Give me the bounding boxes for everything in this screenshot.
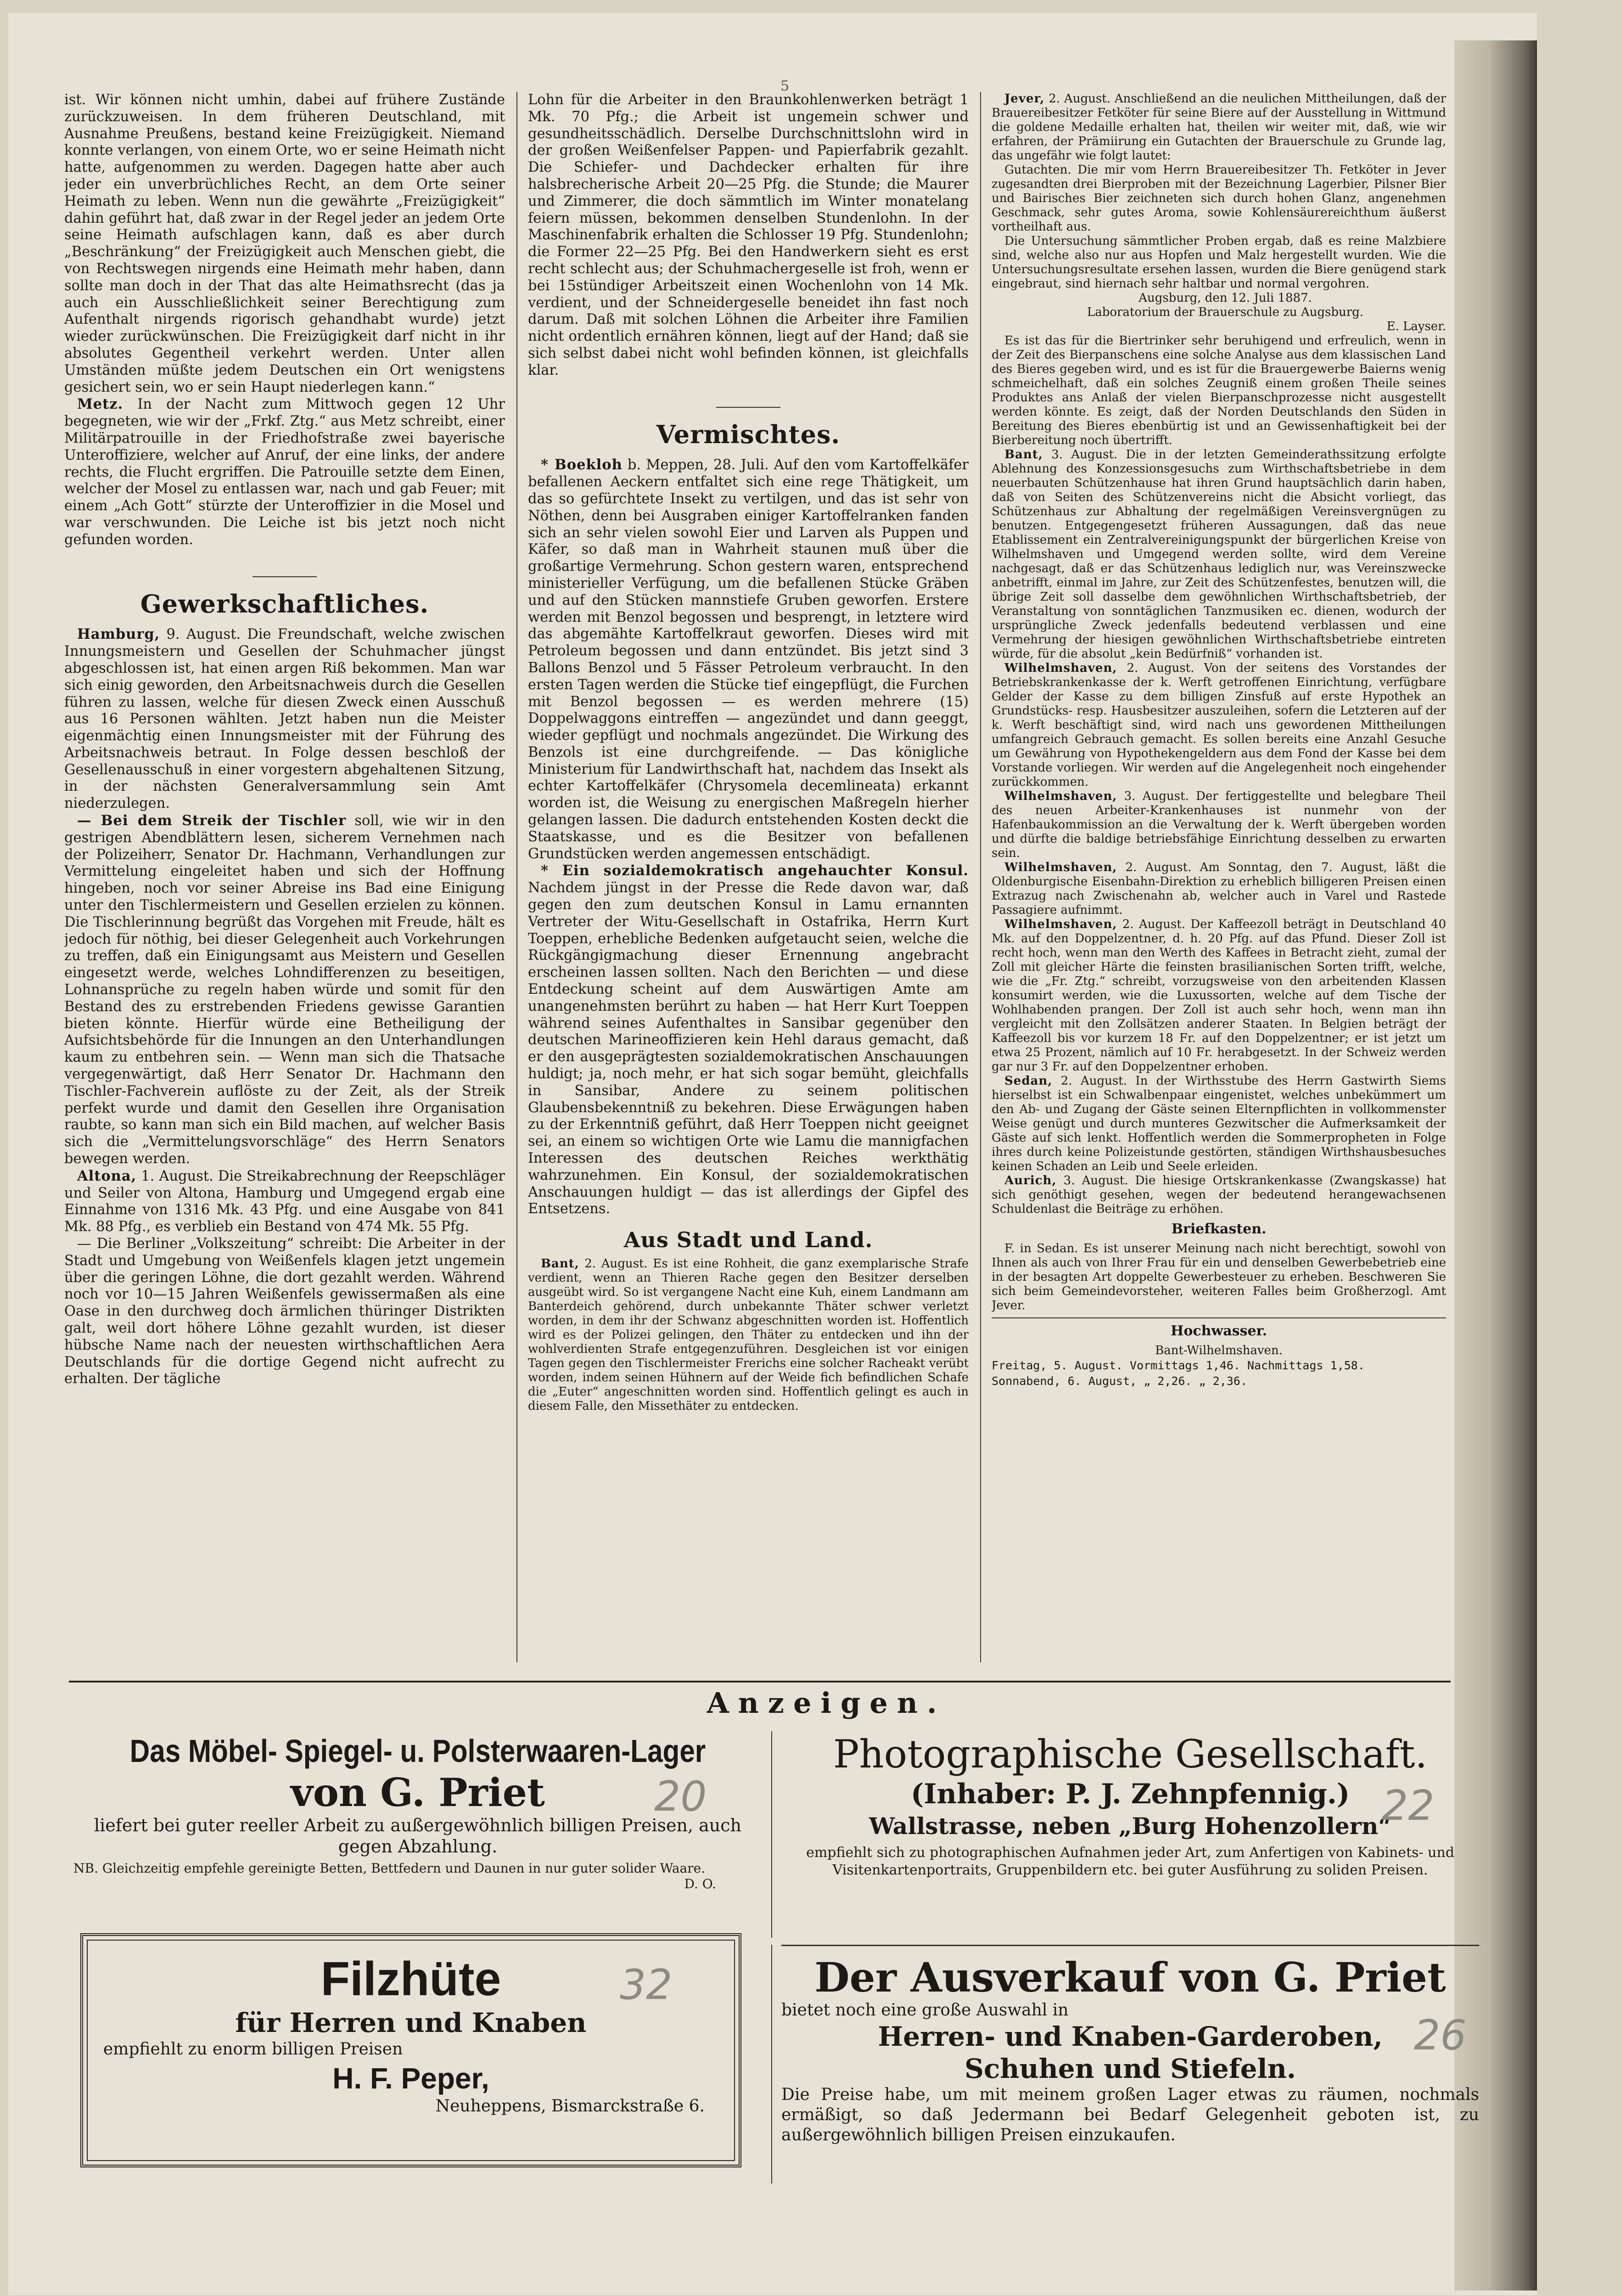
col3-text-6: 2. August. Der Kaffeezoll beträgt in Deutschland 40 Mk. auf den Doppelzentner, d. h. 20 Pfg. auf das Pfund. Dieser Zoll ist recht hoch, wenn man den Werth des Kaffees in Betracht zieht, zumal der Zoll mit gleicher Härte die feinsten brasilianischen Sorten trifft, welche, wie die „Fr. Ztg.“ schreibt, vorzugsweise von den arbeitenden Klassen konsumirt werden, wie die Luxussorten, welche auf dem Tische der Wohlhabenden prangen. Der Zoll ist auch sehr hoch, wenn man ihn vergleicht mit den Zollsätzen anderer Staaten. In Belgien beträgt der Kaffeezoll bis vor kurzem 18 Fr. auf den Doppelzentner; er ist jetzt um etwa 25 Prozent, nämlich auf 10 Fr. herabgesetzt. In der Schweiz werden gar nur 3 Fr. auf den Doppelzentner erhoben. bbox=[992, 917, 1446, 1074]
col3-para-7 bbox=[992, 1074, 1446, 1174]
col1-para-3 bbox=[64, 626, 505, 812]
ad2-owner: (Inhaber: P. J. Zehnpfennig.) bbox=[910, 1778, 1350, 1810]
col1-para-4 bbox=[64, 812, 505, 1168]
col1-para-6: — Die Berliner „Volkszeitung“ schreibt: Die Arbeiter in der Stadt und Umgebung von Weißenfels klagen jetzt ungemein über die geringen Löhne, die dort gezahlt werden. Während noch vor 10—15 Jahren Weißenfels gewissermaßen als eine Oase in den durchweg doch ärmlichen thüringer Distrikten galt, weil dort höhere Löhne gezahlt wurden, ist dieser hübsche Name nach der neuesten wirthschaftlichen Aera Deutschlands für die dortige Gegend nicht aufrecht zu erhalten. Der tägliche bbox=[64, 1236, 505, 1387]
ad4-text: Die Preise habe, um mit meinem großen Lager etwas zu räumen, nochmals ermäßigt, so daß Jedermann bei Bedarf Gelegenheit geboten ist, zu außergewöhnlich billigen Preisen einzukaufen. bbox=[781, 2085, 1479, 2144]
col1-loc-2: Metz. bbox=[77, 396, 123, 413]
col1-para-2 bbox=[64, 396, 505, 548]
page-number: 5 bbox=[780, 78, 790, 94]
col3-para-8 bbox=[992, 1174, 1446, 1216]
col3-text-2: 3. August. Die in der letzten Gemeinderathssitzung erfolgte Ablehnung des Konzessionsgesuchs zum Wirthschaftsbetriebe in dem neuerbauten Schützenhause hat ihren Grund hauptsächlich darin haben, daß von Seiten des Schützenvereins nicht die Absicht vorliegt, das Schützenhaus zur Abhaltung der regelmäßigen Vereinsvergnügen zu benutzen. Entgegengesetzt früheren Aussagungen, daß das neue Etablissement ein Zentralvereinigungspunkt der bürgerlichen Kreise von Wilhelmshaven und Umgegend werden sollte, wird dem Vereine nachgesagt, daß er das Schützenhaus lediglich nur, was Vereinszwecke anbetrifft, einmal im Jahre, zur Zeit des Schützenfestes, benutzen will, die übrige Zeit soll dasselbe dem gewöhnlichen Wirthschaftsbetrieb, der Veranstaltung von sonntäglichen Tanzmusiken ec. dienen, wodurch der ursprüngliche Zweck jedenfalls bedeutend verblassen und eine Vermehrung der hiesigen gewöhnlichen Wirthschaftsbetriebe eintreten würde, für die absolut „kein Bedürfniß“ vorhanden ist. bbox=[992, 448, 1446, 661]
col3-loc-1: Jever, bbox=[1004, 92, 1045, 106]
short-divider-2 bbox=[716, 407, 780, 408]
col2-para-1: Lohn für die Arbeiter in den Braunkohlenwerken beträgt 1 Mk. 70 Pfg.; die Arbeit ist ungemein schwer und gesundheitsschädlich. Derselbe Durchschnittslohn wird in der großen Weißenfelser Pappen- und Papierfabrik gezahlt. Die Schiefer- und Dachdecker erhalten für ihre halsbrecherische Arbeit 20—25 Pfg. die Stunde; die Maurer und Zimmerer, die doch sämmtlich im Winter monatelang feiern müssen, bekommen denselben Stundenlohn. In der Maschinenfabrik erhalten die Schlosser 19 Pfg. Stundenlohn; die Former 22—25 Pfg. Bei den Handwerkern sieht es erst recht schlecht aus; der Schuhmachergeselle ist froh, wenn er bei 15stündiger Arbeitszeit einen Wochenlohn von 14 Mk. verdient, und der Schneidergeselle beneidet ihn fast noch darum. Daß mit solchen Löhnen die Arbeiter ihre Familien nicht ordentlich ernähren können, liegt auf der Hand; daß sie sich selbst dabei nicht wohl befinden können, ist gleichfalls klar. bbox=[528, 92, 969, 378]
col1-loc-5: Altona, bbox=[77, 1167, 137, 1184]
col1-para-1: ist. Wir können nicht umhin, dabei auf frühere Zustände zurückzuweisen. In dem früheren Deutschland, mit Ausnahme Preußens, bestand keine Freizügigkeit. Niemand konnte verlangen, von einem Orte, wo er seine Heimath nicht hatte, aufgenommen zu werden. Dagegen hatte aber auch jeder ein unverbrüchliches Recht, an dem Orte seiner Heimath zu leben. Wenn nun die gewährte „Freizügigkeit“ dahin geführt hat, daß zwar in der Regel jeder an jedem Orte seine Heimath aufschlagen kann, daß es aber durch „Beschränkung“ der Freizügigkeit auch Menschen giebt, die von Rechtswegen nirgends eine Heimath mehr haben, dann sollte man doch in der That das alte Heimathsrecht (das ja auch ein Ausschließlichkeit seiner Berechtigung zum Aufenthalt nirgends rigorisch gehandhabt wurde) jetzt wieder zurückwünschen. Die Freizügigkeit darf nicht in ihr absolutes Gegentheil verkehrt werden. Unter allen Umständen müßte jedem Deutschen ein Ort wenigstens gesichert sein, wo er sein Haupt niederlegen kann.“ bbox=[64, 92, 505, 395]
col1-text-4: soll, wie wir in den gestrigen Abendblättern lesen, sicherem Vernehmen nach der Polizeiherr, Senator Dr. Hachmann, Verhandlungen zur Vermittelung eingeleitet haben und sich der Hoffnung hingeben, noch vor seiner Abreise ins Bad eine Einigung unter den Tischlermeistern und Gesellen erzielen zu können. Die Tischlerinnung begrüßt das Vorgehen mit Freude, hält es jedoch für nöthig, bei dieser Gelegenheit auch Vorkehrungen zu treffen, daß ein Einigungsamt aus Meistern und Gesellen eingesetzt werde, welches Lohndifferenzen zu beseitigen, Lohnansprüche zu regeln haben würde und somit für den Bestand des zu erstrebenden Friedens gewisse Garantien bieten könnte. Hierfür würde eine Betheiligung der Aufsichtsbehörde für die Innungen an den Unterhandlungen kaum zu entbehren sein. — Wenn man sich die Thatsache vergegenwärtigt, daß Herr Senator Dr. Hachmann den Tischler-Fachverein auflöste zu der Zeit, als der Streik perfekt wurde und damit den Gesellen ihre Organisation raubte, so kann man sich ein Bild machen, auf welcher Basis sich die „Vermittelungsvorschläge“ des Herrn Senators bewegen werden. bbox=[64, 813, 505, 1167]
col3-loc-3: Wilhelmshaven, bbox=[1004, 661, 1117, 675]
col3-text-4: 3. August. Der fertiggestellte und belegbare Theil des neuen Arbeiter-Krankenhauses ist nunmehr von der Hafenbaukommission an die Verwaltung der k. Werft übergeben worden und dürfte die baldige betriebsfähige Einrichtung desselben zu erwarten sein. bbox=[992, 789, 1446, 860]
col1-text-3: 9. August. Die Freundschaft, welche zwischen Innungsmeistern und Gesellen der Schuhmacher jüngst abgeschlossen ist, hat einen argen Riß bekommen. Man war sich einig geworden, den Arbeitsnachweis durch die Gesellen führen zu lassen, welche für diesen Zweck einen Ausschuß aus 16 Personen wählten. Jetzt haben nun die Meister eigenmächtig einen Innungsmeister mit der Führung des Arbeitsnachweis betraut. In Folge dessen beschloß der Gesellenausschuß in einer vorgestern abgehaltenen Sitzung, in der nächsten Generalversammlung sein Amt niederzulegen. bbox=[64, 626, 505, 812]
column-rule-2 bbox=[980, 92, 981, 1662]
ad3-sub: für Herren und Knaben bbox=[235, 2007, 587, 2038]
ad1-text: liefert bei guter reeller Arbeit zu außergewöhnlich billigen Preisen, auch gegen Abzahlung. bbox=[94, 1815, 742, 1857]
ad3-address: Neuheppens, Bismarckstraße 6. bbox=[435, 2097, 705, 2116]
col3-loc-4: Wilhelmshaven, bbox=[1004, 789, 1117, 803]
col2-para-2 bbox=[528, 456, 969, 862]
pencil-note-22: 22 bbox=[1382, 1782, 1435, 1830]
pencil-note-20: 20 bbox=[654, 1773, 707, 1821]
ad3-text: empfiehlt zu enorm billigen Preisen bbox=[103, 2040, 403, 2059]
column-3 bbox=[992, 92, 1446, 1662]
col3-text-8: 3. August. Die hiesige Ortskrankenkasse (Zwangskasse) hat sich genöthigt gesehen, wegen der bedeutend herangewachsenen Schuldenlast die Beiträge zu erhöhen. bbox=[992, 1174, 1446, 1216]
ad-ausverkauf-priet bbox=[771, 1945, 1479, 2183]
ad4-intro: bietet noch eine große Auswahl in bbox=[781, 2001, 1069, 2020]
heading-anzeigen: Anzeigen. bbox=[707, 1686, 946, 1720]
ad4-top-rule bbox=[781, 1945, 1479, 1946]
col3-text-5: 2. August. Am Sonntag, den 7. August, läßt die Oldenburgische Eisenbahn-Direktion zu erheblich billigeren Preisen einen Extrazug nach Zwischenahn ab, welcher auch in Varel und Rastede Passagiere aufnimmt. bbox=[992, 861, 1446, 917]
col2-text-4: 2. August. Es ist eine Rohheit, die ganz exemplarische Strafe verdient, wenn an Thieren Rache gegen den Besitzer derselben ausgeübt wird. So ist vergangene Nacht eine Kuh, einem Landmann am Banterdeich gehörend, durch unbekannte Thäter schwer verletzt worden, in dem ihr der Schwanz abgeschnitten worden ist. Hoffentlich wird es der Polizei gelingen, den Thäter zu entdecken und ihn der wohlverdienten Strafe entgegenzuführen. Desgleichen ist vor einigen Tagen gegen den Tischlermeister Frerichs eine solcher Racheakt verübt worden, indem seinen Hühnern auf der Weide fich befindlichen Schafe die „Euter“ angeschnitten worden sind. Hoffentlich gelingt es auch in diesem Falle, den Missethäter zu entdecken. bbox=[528, 1257, 969, 1413]
ad1-nb: NB. Gleichzeitig empfehle gereinigte Betten, Bettfedern und Daunen in nur guter solider Waare. bbox=[73, 1861, 706, 1876]
ads-top-rule bbox=[69, 1681, 1451, 1683]
col3-para-1b: Gutachten. Die mir vom Herrn Brauereibesitzer Th. Fetköter in Jever zugesandten drei Bierproben mit der Bezeichnung Lagerbier, Pilsner Bier und Bairisches Bier zeichneten sich durch hohen Glanz, angenehmen Geschmack, sehr gutes Aroma, sowie Kohlensäurereichthum äußerst vortheilhaft aus. bbox=[992, 163, 1446, 234]
pencil-note-32: 32 bbox=[620, 1961, 673, 2009]
col3-sig-1: Augsburg, den 12. Juli 1887. bbox=[1139, 291, 1312, 305]
col3-para-1c: Die Untersuchung sämmtlicher Proben ergab, daß es reine Malzbiere sind, welche also nur aus Hopfen und Malz hergestellt wurden. Wie die Untersuchungsresultate ersehen lassen, wurden die Biere genügend stark eingebraut, sind hiernach sehr haltbar und normal vergohren. bbox=[992, 234, 1446, 291]
pencil-note-26: 26 bbox=[1414, 2011, 1467, 2060]
col3-text-3: 2. August. Von der seitens des Vorstandes der Betriebskrankenkasse der k. Werft getroffenen Einrichtung, verfügbare Gelder der Kasse zu dem billigen Zinsfuß auf erste Hypothek an Grundstücks- resp. Hausbesitzer auszuleihen, sofern die Letzteren auf der k. Werft beschäftigt sind, wird nach uns gewordenen Mittheilungen umfangreich Gebrauch gemacht. Es sollen bereits eine Anzahl Gesuche um Gewährung von Hypothekengeldern aus dem Fond der Kasse bei dem Vorstande vorliegen. Wir werden auf die Angelegenheit noch eingehender zurückkommen. bbox=[992, 661, 1446, 789]
col1-text-5: 1. August. Die Streikabrechnung der Reepschläger und Seiler von Altona, Hamburg und Umgegend ergab eine Einnahme von 1316 Mk. 43 Pfg. und eine Ausgabe von 841 Mk. 88 Pfg., es verblieb ein Bestand von 474 Mk. 55 Pfg. bbox=[64, 1168, 505, 1235]
ad3-name: H. F. Peper, bbox=[332, 2062, 489, 2095]
col1-text-2: In der Nacht zum Mittwoch gegen 12 Uhr begegneten, wie wir der „Frkf. Ztg.“ aus Metz schreibt, einer Militärpatrouille in der Friedhofstraße zwei bayerische Unteroffiziere, welcher auf Anruf, der eine links, der andere rechts, die Flucht ergriffen. Die Patrouille setzte dem Einen, welcher der Mosel zu entlassen war, nach und gab Feuer; mit einem „Ach Gott“ stürzte der Unteroffizier in die Mosel und war verschwunden. Die Leiche ist bis jetzt noch nicht gefunden worden. bbox=[64, 396, 505, 548]
col3-sig-2: Laboratorium der Brauerschule zu Augsburg. bbox=[1087, 305, 1364, 319]
col3-para-1 bbox=[992, 92, 1446, 163]
ad2-address: Wallstrasse, neben „Burg Hohenzollern“ bbox=[869, 1812, 1391, 1840]
ad2-title: Photographische Gesellschaft. bbox=[833, 1732, 1428, 1777]
col3-text-7: 2. August. In der Wirthsstube des Herrn Gastwirth Siems hierselbst ist ein Schwalbenpaar eingenistet, welches unbekümmert um den Ab- und Zugang der Gäste seinen Elternpflichten in vollkommenster Weise genügt und durch munteres Gezwitscher die Aufmerksamkeit der Gäste auf sich lenkt. Hoffentlich werden die Sommerpropheten in Folge ihres durch keine Polizeistunde gestörten, ständigen Wirthshausbesuches keinen Schaden an Leib und Seele erleiden. bbox=[992, 1074, 1446, 1173]
ad1-title: Das Möbel- Spiegel- u. Polsterwaaren-Lager bbox=[129, 1733, 706, 1769]
col3-loc-7: Sedan, bbox=[1004, 1074, 1053, 1088]
col2-para-4 bbox=[528, 1257, 969, 1413]
col3-loc-5: Wilhelmshaven, bbox=[1004, 861, 1117, 874]
col2-text-3: Nachdem jüngst in der Presse die Rede davon war, daß gegen den zum deutschen Konsul in Lamu ernannten Vertreter der Witu-Gesellschaft in Ostafrika, Herrn Kurt Toeppen, erhebliche Bedenken aufgetaucht seien, welche die Rückgängigmachung dieser Ernennung angebracht erscheinen lassen sollten. Nach den Berichten — und diese Entdeckung scheint auf dem Auswärtigen Amte am unangenehmsten berührt zu haben — hat Herr Kurt Toeppen während seines Aufenthaltes in Sansibar gegenüber den deutschen Marineoffizieren kein Hehl daraus gemacht, daß er den ausgeprägtesten sozialdemokratischen Anschauungen huldigt; ja, noch mehr, er hat sich sogar bemüht, gleichfalls in Sansibar, Andere zu seinem politischen Glaubensbekenntniß zu bekehren. Diese Erwägungen haben zu der Erkenntniß geführt, daß Herr Toeppen nicht geeignet sei, an einem so wichtigen Orte wie Lamu die mannigfachen Interessen des deutschen Reiches werkthätig wahrzunehmen. Ein Konsul, der sozialdemokratischen Anschauungen huldigt — das ist allerdings der Gipfel des Entsetzens. bbox=[528, 880, 969, 1217]
column-rule-1 bbox=[516, 92, 517, 1662]
heading-hochwasser: Hochwasser. bbox=[1170, 1323, 1268, 1339]
col3-para-3 bbox=[992, 661, 1446, 789]
col3-sig-3: E. Layser. bbox=[1386, 320, 1446, 333]
col2-para-3 bbox=[528, 862, 969, 1218]
col2-loc-3: * Ein sozialdemokratisch angehauchter Konsul. bbox=[541, 862, 969, 879]
heading-vermischtes: Vermischtes. bbox=[656, 419, 841, 449]
ad-photographische-gesellschaft bbox=[771, 1731, 1479, 1938]
ad2-text: empfiehlt sich zu photographischen Aufnahmen jeder Art, zum Anfertigen von Kabinets- und Visitenkartenportraits, Gruppenbildern etc. bei guter Ausführung zu soliden Preisen. bbox=[806, 1845, 1454, 1878]
col1-para-5 bbox=[64, 1168, 505, 1236]
col2-loc-2: * Boekloh bbox=[541, 456, 623, 473]
heading-briefkasten: Briefkasten. bbox=[1171, 1221, 1267, 1237]
ad4-goods-2: Schuhen und Stiefeln. bbox=[965, 2053, 1296, 2084]
col3-para-4 bbox=[992, 789, 1446, 861]
col2-loc-4: Bant, bbox=[541, 1257, 579, 1271]
heading-gewerkschaftliches: Gewerkschaftliches. bbox=[140, 589, 429, 619]
divider-hochwasser bbox=[992, 1317, 1446, 1318]
ad3-title: Filzhüte bbox=[320, 1953, 501, 2006]
heading-aus-stadt-und-land: Aus Stadt und Land. bbox=[623, 1227, 873, 1253]
ad1-sign: D. O. bbox=[684, 1876, 716, 1891]
col3-loc-8: Aurich, bbox=[1004, 1174, 1057, 1187]
col3-para-1d: Es ist das für die Biertrinker sehr beruhigend und erfreulich, wenn in der Zeit des Bierpanschens eine solche Analyse aus dem klassischen Land des Bieres gegeben wird, und es ist für die Brauergewerbe Baierns wenig schmeichelhaft, daß ein solches Zeugniß einem großen Theile seines Produktes ans Anlaß der vielen Bierpanschprozesse nicht ausgestellt werden könnte. Es zeigt, daß der Norden Deutschlands den Süden in Bereitung des Bieres ebenbürtig ist und an Gewissenhaftigkeit bei der Bierbereitung noch übertrifft. bbox=[992, 334, 1446, 447]
column-2 bbox=[528, 92, 969, 1662]
col3-para-2 bbox=[992, 448, 1446, 661]
col3-para-6 bbox=[992, 917, 1446, 1074]
col1-loc-4: — Bei dem Streik der Tischler bbox=[77, 812, 347, 829]
col3-loc-2: Bant, bbox=[1004, 448, 1043, 461]
tide-row-2: Sonnabend, 6. August, „ 2,26. „ 2,36. bbox=[992, 1374, 1247, 1388]
hochwasser-subtitle: Bant-Wilhelmshaven. bbox=[1155, 1344, 1283, 1357]
tide-row-1: Freitag, 5. August. Vormittags 1,46. Nachmittags 1,58. bbox=[992, 1359, 1365, 1372]
column-1 bbox=[64, 92, 505, 1662]
ad-moebel-priet bbox=[73, 1731, 762, 1924]
col3-loc-6: Wilhelmshaven, bbox=[1004, 917, 1117, 931]
ad1-name: von G. Priet bbox=[291, 1770, 545, 1815]
ad4-title: Der Ausverkauf von G. Priet bbox=[814, 1953, 1446, 2001]
col3-para-5 bbox=[992, 861, 1446, 917]
ad4-goods-1: Herren- und Knaben-Garderoben, bbox=[878, 2021, 1383, 2052]
col2-text-2: b. Meppen, 28. Juli. Auf den vom Kartoffelkäfer befallenen Aeckern entfaltet sich eine rege Thätigkeit, um das so gefürchtete Insekt zu vertilgen, und das ist sehr von Nöthen, denn bei Ausgraben einiger Kartoffelranken fanden sich an sehr vielen sowohl Eier und Larven als Puppen und Käfer, so daß man in Wahrheit staunen muß über die großartige Vermehrung. Schon gestern waren, entsprechend ministerieller Verfügung, um die befallenen Stücke Gräben und auf den Stücken mannstiefe Gruben geworfen. Erstere werden mit Benzol begossen und besprengt, in letztere wird das abgemähte Kartoffelkraut geworfen. Dieses wird mit Petroleum begossen und dann entzündet. Bis jetzt sind 3 Ballons Benzol und 5 Fässer Petroleum verbraucht. In den ersten Tagen werden die Stücke tief eingepflügt, die Furchen mit Benzol begossen — es werden mehrere (15) Doppelwaggons eintreffen — angezündet und dann geeggt, wieder gepflügt und nochmals angezündet. Die Wirkung des Benzols ist eine durchgreifende. — Das königliche Ministerium für Landwirthschaft hat, nachdem das Insekt als echter Kartoffelkäfer (Chrysomela decemlineata) erkannt worden ist, die Weisung zu energischen Maßregeln hierher gelangen lassen. Die dadurch entstehenden Kosten deckt die Staatskasse, und es die Besitzer von befallenen Grundstücken werden angemessen entschädigt. bbox=[528, 457, 969, 862]
col1-loc-3: Hamburg, bbox=[77, 626, 160, 643]
short-divider bbox=[252, 576, 317, 577]
col3-briefkasten: F. in Sedan. Es ist unserer Meinung nach nicht berechtigt, sowohl von Ihnen als auch von Ihrer Frau für ein und denselben Gewerbebetrieb eine in der besagten Art doppelte Gewerbesteuer zu erheben. Beschweren Sie sich beim Gemeindevorsteher, weiteren Falles beim Großherzogl. Amt Jever. bbox=[992, 1242, 1446, 1312]
col3-text-1: 2. August. Anschließend an die neulichen Mittheilungen, daß der Brauereibesitzer Fetköter für seine Biere auf der Ausstellung in Wittmund die goldene Medaille erhalten hat, theilen wir weiter mit, daß, wie wir erfahren, der Prämiirung ein Gutachten der Brauerschule zu Grunde lag, das ungefähr wie folgt lautet: bbox=[992, 92, 1446, 163]
